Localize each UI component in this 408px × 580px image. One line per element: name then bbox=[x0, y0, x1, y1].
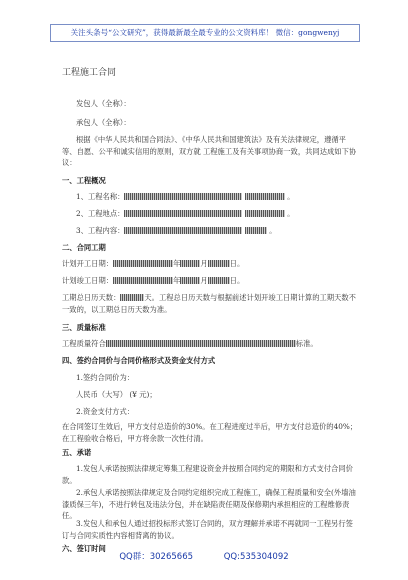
project-content-blank bbox=[124, 227, 242, 234]
end-year-blank bbox=[113, 277, 173, 284]
end-month-blank bbox=[180, 277, 200, 284]
end-date-label: 计划竣工日期： bbox=[62, 276, 114, 285]
start-date-label: 计划开工日期： bbox=[62, 259, 114, 268]
payment-paragraph: 在合同签订生效后，甲方支付总造价的30%。在工程进度过半后，甲方支付总造价的40%； 在工程验收合格后，甲方将余款一次性付清。 bbox=[62, 422, 358, 443]
section-5-heading: 五、承诺 bbox=[62, 448, 92, 457]
project-site-blank-2 bbox=[245, 210, 285, 217]
end-day-unit: 日。 bbox=[229, 276, 245, 285]
start-year-blank bbox=[113, 260, 173, 267]
quality-suffix: 标准。 bbox=[295, 339, 318, 348]
project-name-blank-2 bbox=[245, 193, 285, 200]
duration-text: 天。工程总日历天数与根据前述计划开竣工日期计算的工期天数不一致的，以工期总日历天数为准。 bbox=[62, 293, 356, 314]
section-1-heading: 一、工程概况 bbox=[62, 176, 106, 185]
footer-qq-group: QQ群：30265665 bbox=[119, 552, 194, 562]
project-site-blank bbox=[124, 210, 242, 217]
duration-paragraph bbox=[62, 292, 360, 315]
project-content-label: 3、工程内容： bbox=[76, 226, 125, 235]
promise-2-paragraph: 2.承包人承诺按照法律规定及合同约定组织完成工程施工，确保工程质量和安全(外墙油漆质保三年)，不进行转包及违法分包，并在缺陷责任期及保修期内承担相应的工程维修责任。 bbox=[62, 488, 356, 520]
employer-line: 发包人（全称）： bbox=[76, 99, 131, 108]
rmb-line: 人民币（大写） (¥ 元)； bbox=[76, 390, 157, 399]
section-4-heading: 四、签约合同价与合同价格形式及资金支付方式 bbox=[62, 356, 216, 365]
project-content-blank-2 bbox=[245, 227, 267, 234]
quality-line bbox=[62, 338, 318, 350]
promise-3-paragraph: 3.发包人和承包人通过招投标形式签订合同的，双方理解并承诺不再就同一工程另行签订与合同实质性内容相背离的协议。 bbox=[62, 519, 353, 540]
footer-qq: QQ:535304092 bbox=[223, 552, 289, 562]
quality-blank bbox=[106, 340, 296, 347]
promise-1-paragraph: 1.发包人承诺按照法律规定筹集工程建设资金并按照合同约定的期限和方式支付合同价款。 bbox=[62, 464, 353, 485]
section-3-heading: 三、质量标准 bbox=[62, 323, 106, 332]
start-year-unit: 年 bbox=[173, 259, 181, 268]
start-month-blank bbox=[180, 260, 200, 267]
document-title: 工程施工合同 bbox=[62, 68, 117, 78]
start-day-unit: 日。 bbox=[229, 259, 245, 268]
top-banner: 关注头条号“公文研究”，获得最新最全最专业的公文资料库！ 微信：gongwenyj bbox=[50, 24, 360, 42]
end-date-line bbox=[62, 275, 244, 287]
end-day-blank bbox=[208, 277, 230, 284]
footer-contacts bbox=[0, 550, 408, 562]
payment-method-line: 2.资金支付方式： bbox=[76, 407, 135, 416]
start-month-unit: 月 bbox=[200, 259, 208, 268]
project-site-label: 2、工程地点： bbox=[76, 209, 125, 218]
project-name-blank bbox=[124, 193, 242, 200]
contract-price-line: 1.签约合同价为： bbox=[76, 373, 135, 382]
start-date-line bbox=[62, 258, 244, 270]
project-site-line: 2、工程地点： 。 bbox=[76, 209, 295, 218]
project-content-line: 3、工程内容： 。 bbox=[76, 226, 277, 235]
end-year-unit: 年 bbox=[173, 276, 181, 285]
duration-blank bbox=[120, 294, 144, 301]
section-2-heading: 二、合同工期 bbox=[62, 243, 106, 252]
contractor-line: 承包人（全称）： bbox=[76, 118, 131, 127]
duration-label: 工期总日历天数： bbox=[62, 293, 121, 302]
start-day-blank bbox=[208, 260, 230, 267]
project-name-line: 1、工程名称： 。 bbox=[76, 192, 295, 201]
intro-paragraph: 根据《中华人民共和国合同法》、《中华人民共和国建筑法》及有关法律规定，遵循平等、自愿、公平和诚实信用的原则，双方就 工程施工及有关事项协商一致，共同达成如下协议： bbox=[62, 135, 357, 167]
project-name-label: 1、工程名称： bbox=[76, 192, 125, 201]
section-6-heading: 六、签订时间 bbox=[62, 544, 106, 553]
quality-label: 工程质量符合 bbox=[62, 339, 106, 348]
end-month-unit: 月 bbox=[200, 276, 208, 285]
